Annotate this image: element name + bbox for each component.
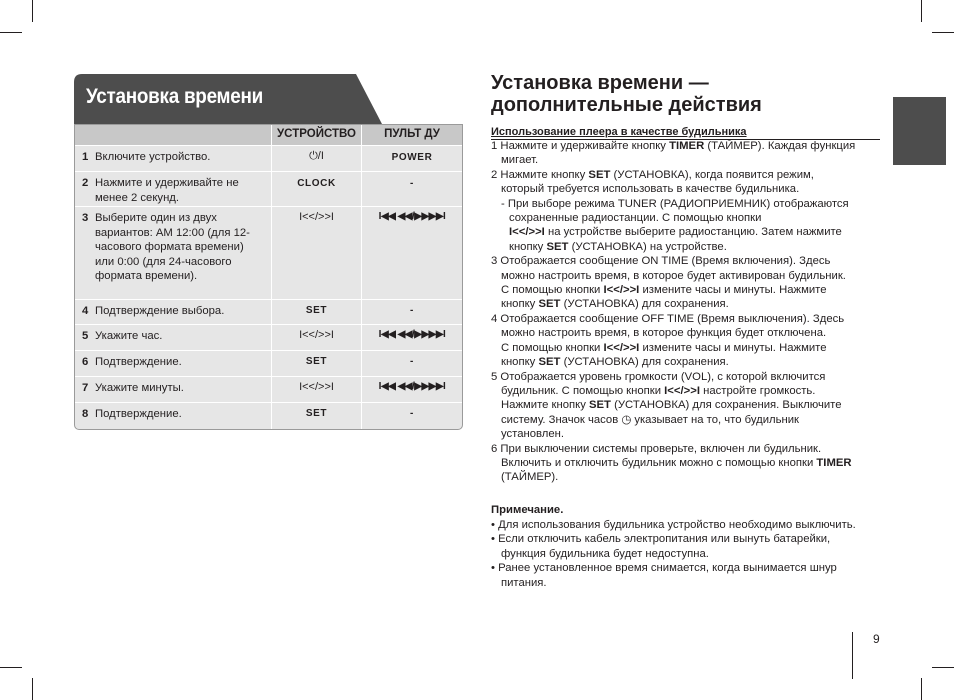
remote-key: - — [410, 178, 414, 189]
step-line: - При выборе режима TUNER (РАДИОПРИЕМНИК) отображаются — [501, 197, 849, 210]
subsection-title: Использование плеера в качестве будильника — [491, 126, 880, 140]
step-line: систему. Значок часов ◷ указывает на то, что будильник — [501, 413, 800, 426]
table-row — [75, 376, 462, 402]
chapter-tab — [893, 97, 946, 165]
note-item: • Если отключить кабель электропитания или вынуть батарейки, — [491, 533, 831, 546]
step-line: кнопку SET (УСТАНОВКА) на устройстве. — [509, 240, 727, 253]
notes-list — [491, 518, 885, 590]
step-text: Выберите один из двух вариантов: AM 12:00 (для 12-часового формата времени) или 0:00 (для 24-часового формата времени). — [95, 212, 250, 282]
crop-mark — [32, 0, 33, 22]
skip-device-icon: I<</>>I — [299, 211, 334, 223]
page-number: 9 — [873, 632, 880, 646]
page-divider — [852, 632, 853, 679]
crop-mark — [0, 32, 22, 33]
step-number: 6 — [82, 356, 89, 368]
skip-icon: I<</>>I — [509, 226, 545, 239]
table-row — [75, 299, 462, 324]
step-text: Подтверждение выбора. — [95, 305, 225, 317]
step-line: можно настроить время, в которое функция будет отключена. — [501, 327, 827, 340]
crop-mark — [932, 32, 954, 33]
device-key: CLOCK — [297, 178, 336, 189]
remote-key: - — [410, 408, 414, 419]
header-device: УСТРОЙСТВО — [271, 125, 361, 145]
step-line: I<</>>I на устройстве выберите радиостанцию. Затем нажмите — [509, 226, 842, 239]
step-number: 4 — [82, 305, 89, 317]
skip-icon: I<</>>I — [603, 341, 640, 354]
step-line: 4 Отображается сообщение OFF TIME (Время выключения). Здесь — [491, 312, 845, 325]
step-text: Укажите минуты. — [95, 382, 184, 394]
note-item: • Ранее установленное время снимается, когда вынимается шнур — [491, 562, 837, 575]
step-number: 5 — [82, 330, 89, 342]
device-key: SET — [305, 408, 328, 419]
step-line: кнопку SET (УСТАНОВКА) для сохранения. — [501, 356, 729, 369]
step-line: С помощью кнопки I<</>>I измените часы и минуты. Нажмите — [501, 341, 827, 354]
step-text: Укажите час. — [95, 330, 163, 342]
table-row — [75, 206, 462, 299]
section-title: Установка времени — дополнительные действия — [491, 72, 762, 116]
power-icon: ⏻/I — [309, 150, 324, 162]
note-item: питания. — [501, 576, 547, 589]
header-remote: ПУЛЬТ ДУ — [361, 125, 462, 145]
step-number: 7 — [82, 382, 89, 394]
note-item: функция будильника будет недоступна. — [501, 547, 709, 560]
skip-remote-icon: I◀◀ ◀◀/▶▶▶▶I — [378, 211, 446, 222]
step-number: 1 — [82, 151, 89, 163]
section-header — [74, 74, 382, 124]
settings-table — [74, 124, 463, 430]
remote-key: POWER — [391, 152, 433, 163]
crop-mark — [921, 678, 922, 700]
device-key: SET — [305, 305, 328, 316]
step-number: 2 — [82, 177, 89, 189]
skip-remote-icon: I◀◀ ◀◀/▶▶▶▶I — [378, 381, 446, 392]
table-row — [75, 402, 462, 429]
clock-icon: ◷ — [621, 413, 632, 426]
step-text: Подтверждение. — [95, 408, 182, 420]
step-line: 2 Нажмите кнопку SET (УСТАНОВКА), когда появится режим, — [491, 168, 814, 181]
skip-device-icon: I<</>>I — [299, 381, 334, 393]
step-text: Подтверждение. — [95, 356, 182, 368]
skip-icon: I<</>>I — [603, 284, 640, 297]
step-line: установлен. — [501, 428, 565, 441]
step-line: С помощью кнопки I<</>>I измените часы и минуты. Нажмите — [501, 284, 827, 297]
note-title: Примечание. — [491, 504, 564, 516]
step-line: 1 Нажмите и удерживайте кнопку TIMER (ТАЙМЕР). Каждая функция — [491, 140, 856, 152]
step-line: мигает. — [501, 154, 539, 167]
crop-mark — [0, 667, 22, 668]
step-line: Включить и отключить будильник можно с помощью кнопки TIMER — [501, 456, 852, 469]
step-text: Нажмите и удерживайте не менее 2 секунд. — [95, 177, 239, 204]
remote-key: - — [410, 305, 414, 316]
table-row — [75, 145, 462, 171]
step-line: сохраненные радиостанции. С помощью кнопки — [509, 212, 762, 225]
step-line: кнопку SET (УСТАНОВКА) для сохранения. — [501, 298, 729, 311]
step-number: 8 — [82, 408, 89, 420]
step-number: 3 — [82, 212, 89, 224]
remote-key: - — [410, 356, 414, 367]
crop-mark — [921, 0, 922, 22]
instructions — [491, 139, 885, 485]
skip-device-icon: I<</>>I — [299, 329, 334, 341]
step-line: будильник. С помощью кнопки I<</>>I настройте громкость. — [501, 384, 816, 397]
step-line: 3 Отображается сообщение ON TIME (Время включения). Здесь — [491, 255, 831, 268]
skip-remote-icon: I◀◀ ◀◀/▶▶▶▶I — [378, 329, 446, 340]
step-line: можно настроить время, в которое будет активирован будильник. — [501, 269, 846, 282]
note-item: • Для использования будильника устройство необходимо выключить. — [491, 519, 856, 531]
step-line: который требуется использовать в качестве будильника. — [501, 183, 800, 196]
crop-mark — [932, 667, 954, 668]
device-key: SET — [305, 356, 328, 367]
table-row — [75, 350, 462, 376]
step-line: 5 Отображается уровень громкости (VOL), с которой включится — [491, 370, 826, 383]
step-line: Нажмите кнопку SET (УСТАНОВКА) для сохранения. Выключите — [501, 399, 842, 412]
table-row — [75, 324, 462, 350]
crop-mark — [32, 678, 33, 700]
page-title: Установка времени — [86, 85, 264, 108]
step-line: (ТАЙМЕР). — [501, 471, 559, 484]
table-row — [75, 171, 462, 206]
table-header-row — [75, 125, 462, 145]
step-line: 6 При выключении системы проверьте, включен ли будильник. — [491, 442, 822, 455]
skip-icon: I<</>>I — [664, 384, 700, 397]
step-text: Включите устройство. — [95, 151, 211, 163]
